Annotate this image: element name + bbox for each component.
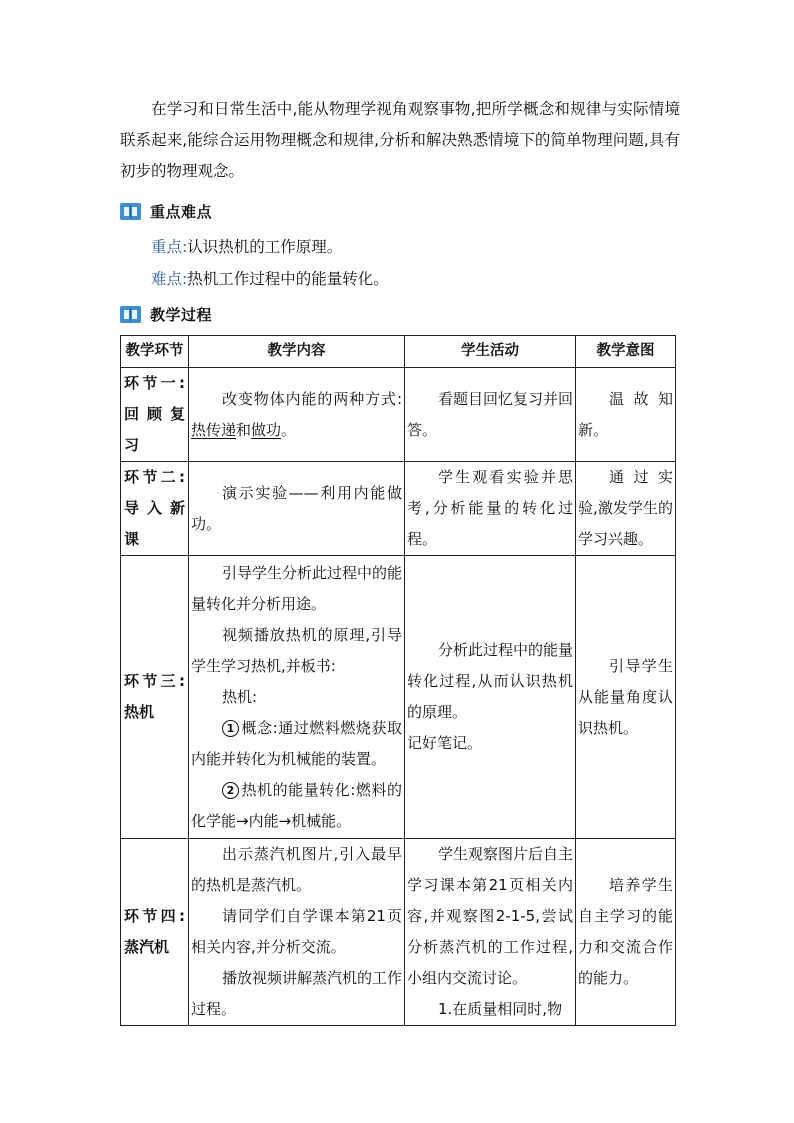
header-intent: 教学意图 bbox=[576, 336, 676, 368]
content-item: 2 热机的能量转化:燃料的化学能→内能→机械能。 bbox=[191, 780, 402, 830]
activity-cell bbox=[405, 839, 576, 1026]
intent-text: 温故知新。 bbox=[578, 389, 673, 439]
stage-cell bbox=[121, 839, 189, 1026]
content-text: 热机: bbox=[222, 687, 258, 706]
header-stage: 教学环节 bbox=[121, 336, 189, 368]
section-process-heading bbox=[120, 303, 212, 325]
content-item: 1 概念:通过燃料燃烧获取内能并转化为机械能的装置。 bbox=[191, 718, 402, 768]
intent-text: 引导学生从能量角度认识热机。 bbox=[578, 656, 673, 737]
circled-number: 1 bbox=[222, 720, 239, 737]
underlined-term: 做功 bbox=[251, 420, 282, 439]
difficulty-text: 热机工作过程中的能量转化。 bbox=[187, 270, 389, 288]
book-icon bbox=[120, 202, 141, 221]
intent-cell bbox=[576, 556, 676, 839]
stage-cell bbox=[121, 556, 189, 839]
activity-text: 1.在质量相同时,物 bbox=[438, 1000, 563, 1018]
content-cell bbox=[189, 368, 405, 462]
table-header-row bbox=[121, 336, 676, 368]
intent-cell bbox=[576, 368, 676, 462]
stage-line: 环节四: bbox=[124, 907, 185, 925]
stage-line: 热机 bbox=[124, 703, 155, 721]
activity-text: 看题目回忆复习并回答。 bbox=[407, 389, 574, 439]
activity-cell bbox=[405, 462, 576, 556]
activity-text: 学生观看实验并思考,分析能量的转化过程。 bbox=[407, 468, 573, 548]
difficulty-line bbox=[151, 268, 389, 290]
stage-line: 环节一: bbox=[124, 374, 185, 392]
difficulty-label: 难点: bbox=[151, 270, 188, 288]
header-content: 教学内容 bbox=[189, 336, 405, 368]
stage-line: 回顾复 bbox=[124, 405, 185, 423]
underlined-term: 热传递 bbox=[191, 420, 237, 439]
activity-text: 分析此过程中的能量转化过程,从而认识热机的原理。 bbox=[407, 641, 574, 721]
content-text: 演示实验——利用内能做功。 bbox=[191, 483, 402, 533]
book-icon bbox=[120, 305, 141, 324]
intent-text: 通过实验,激发学生的学习兴趣。 bbox=[578, 468, 673, 548]
stage-line: 环节二: bbox=[124, 468, 185, 486]
content-text: 出示蒸汽机图片,引入最早的热机是蒸汽机。 bbox=[191, 845, 402, 894]
intro-paragraph: 在学习和日常生活中,能从物理学视角观察事物,把所学概念和规律与实际情境联系起来,能综合运用物理概念和规律,分析和解决熟悉情境下的简单物理问题,具有初步的物理观念。 bbox=[120, 100, 680, 180]
activity-text: 记好笔记。 bbox=[407, 734, 483, 752]
table-row bbox=[121, 556, 676, 839]
section-title: 重点难点 bbox=[150, 202, 213, 221]
content-text: 请同学们自学课本第21页相关内容,并分析交流。 bbox=[191, 907, 402, 956]
table-row bbox=[121, 368, 676, 462]
circled-number: 2 bbox=[222, 782, 239, 799]
table-row bbox=[121, 462, 676, 556]
stage-line: 习 bbox=[124, 436, 140, 454]
content-cell bbox=[189, 556, 405, 839]
content-text: 播放视频讲解蒸汽机的工作过程。 bbox=[191, 969, 403, 1018]
teaching-process-table bbox=[120, 335, 676, 1026]
header-activity: 学生活动 bbox=[405, 336, 576, 368]
focus-line bbox=[151, 236, 342, 258]
content-text: 视频播放热机的原理,引导学生学习热机,并板书: bbox=[191, 625, 402, 675]
activity-cell bbox=[405, 556, 576, 839]
activity-cell bbox=[405, 368, 576, 462]
content-text: 改变物体内能的两种方式:热传递和做功。 bbox=[191, 389, 402, 439]
content-cell bbox=[189, 462, 405, 556]
stage-cell bbox=[121, 462, 189, 556]
stage-line: 课 bbox=[124, 530, 140, 548]
stage-line: 环节三: bbox=[124, 672, 185, 690]
stage-line: 蒸汽机 bbox=[124, 938, 170, 956]
stage-line: 导入新 bbox=[124, 499, 185, 517]
intent-cell bbox=[576, 462, 676, 556]
focus-text: 认识热机的工作原理。 bbox=[187, 238, 343, 256]
activity-text: 学生观察图片后自主学习课本第21页相关内容,并观察图2-1-5,尝试分析蒸汽机的工作过程,小组内交流讨论。 bbox=[407, 845, 574, 987]
table-row bbox=[121, 839, 676, 1026]
content-cell bbox=[189, 839, 405, 1026]
section-title: 教学过程 bbox=[150, 305, 213, 324]
content-text: 引导学生分析此过程中的能量转化并分析用途。 bbox=[191, 563, 403, 613]
stage-cell bbox=[121, 368, 189, 462]
intent-text: 培养学生自主学习的能力和交流合作的能力。 bbox=[578, 876, 673, 987]
intent-cell bbox=[576, 839, 676, 1026]
section-key-points-heading bbox=[120, 200, 212, 222]
focus-label: 重点: bbox=[151, 238, 188, 256]
